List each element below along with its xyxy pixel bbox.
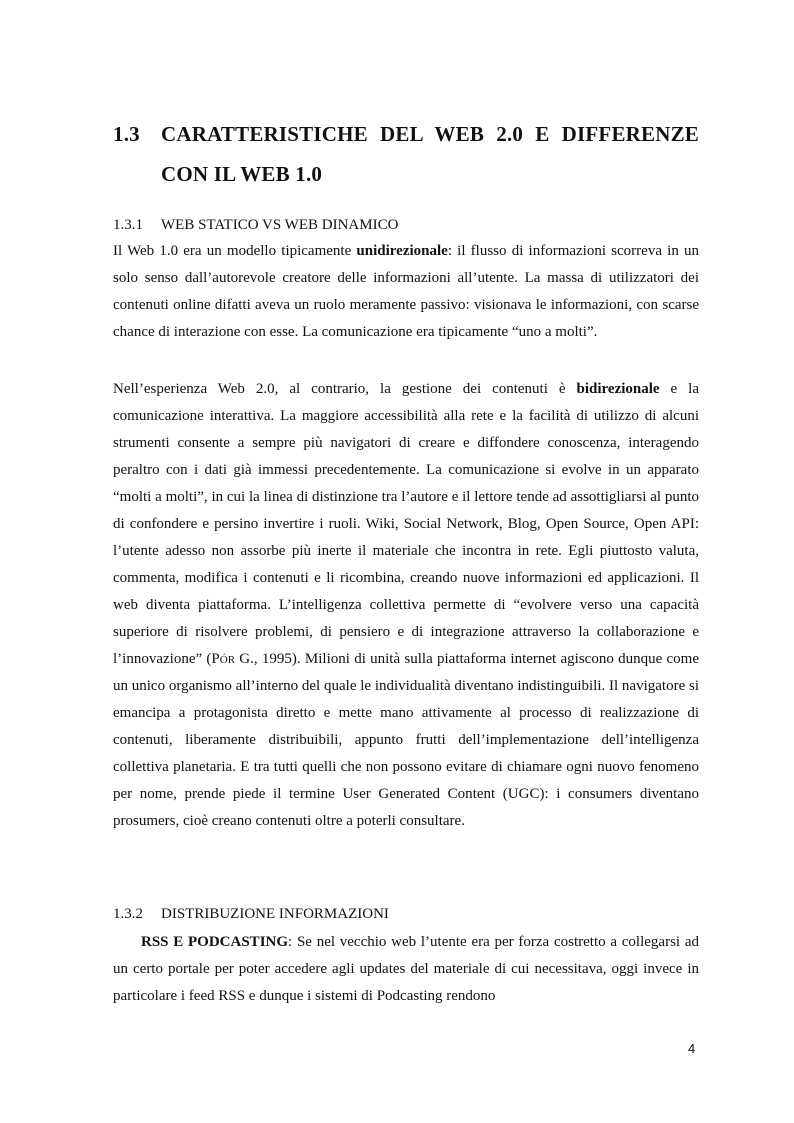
- bold-term: RSS E PODCASTING: [141, 934, 289, 950]
- bold-term: bidirezionale: [576, 381, 660, 397]
- paragraph-2: [113, 376, 699, 835]
- text-run: : Se nel vecchio web l’utente era per forza costretto a collegarsi ad un certo portale per poter accedere agli updates del materiale di cui necessitava, oggi invece in particolare i feed RSS e dunque i sistemi di Podcasting rendono: [113, 934, 699, 1004]
- section-heading: [113, 114, 699, 194]
- subsection-number: 1.3.2: [113, 906, 143, 922]
- text-run: : il flusso di informazioni scorreva in un solo senso dall’autorevole creatore delle informazioni all’utente. La massa di utilizzatori dei contenuti online difatti aveva un ruolo meramente passivo: visionava le informazioni, con scarse chance di interazione con esse. La comunicazione era tipicamente “uno a molti”.: [113, 243, 699, 340]
- subsection-title: DISTRIBUZIONE INFORMAZIONI: [161, 906, 389, 922]
- section-number: 1.3: [113, 122, 140, 146]
- paragraph-3: [113, 929, 699, 1010]
- bold-term: unidirezionale: [356, 243, 448, 259]
- citation-author: Pór: [211, 651, 236, 667]
- paragraph-1: [113, 238, 699, 346]
- section-title: CARATTERISTICHE DEL WEB 2.0 E DIFFERENZE CON IL WEB 1.0: [161, 122, 699, 186]
- subsection-title: WEB STATICO VS WEB DINAMICO: [161, 217, 399, 233]
- subsection-heading-2: [113, 905, 389, 923]
- text-run: G., 1995). Milioni di unità sulla piattaforma internet agiscono dunque come un unico organismo all’interno del quale le individualità diventano indistinguibili. Il navigatore si emancipa a protagonista diretto e mette mano attivamente al processo di realizzazione di contenuti, liberamente distribuibili, appunto frutti dell’implementazione dell’intelligenza collettiva planetaria. E tra tutti quelli che non possono evitare di chiamare ogni nuovo fenomeno per nome, prende piede il termine User Generated Content (UGC): i consumers diventano prosumers, cioè creano contenuti oltre a poterli consultare.: [113, 651, 700, 829]
- subsection-heading-1: [113, 216, 398, 234]
- page-number: 4: [688, 1041, 696, 1056]
- text-run: Nell’esperienza Web 2.0, al contrario, la gestione dei contenuti è: [113, 381, 577, 397]
- text-run: Il Web 1.0 era un modello tipicamente: [113, 243, 357, 259]
- text-run: e la comunicazione interattiva. La maggiore accessibilità alla rete e la facilità di utilizzo di alcuni strumenti consente a sempre più navigatori di creare e diffondere conoscenza, interagendo peraltro con i dati già immessi precedentemente. La comunicazione si evolve in un apparato “molti a molti”, in cui la linea di distinzione tra l’autore e il lettore tende ad assottigliarsi al punto di confondere e persino invertire i ruoli. Wiki, Social Network, Blog, Open Source, Open API: l’utente adesso non assorbe più inerte il materiale che incontra in rete. Egli piuttosto valuta, commenta, modifica i contenuti e li ricombina, creando nuove informazioni ed applicazioni. Il web diventa piattaforma. L’intelligenza collettiva permette di “evolvere verso una capacità superiore di risolvere problemi, di pensiero e di integrazione attraverso la collaborazione e l’innovazione” (: [113, 381, 699, 667]
- subsection-number: 1.3.1: [113, 217, 143, 233]
